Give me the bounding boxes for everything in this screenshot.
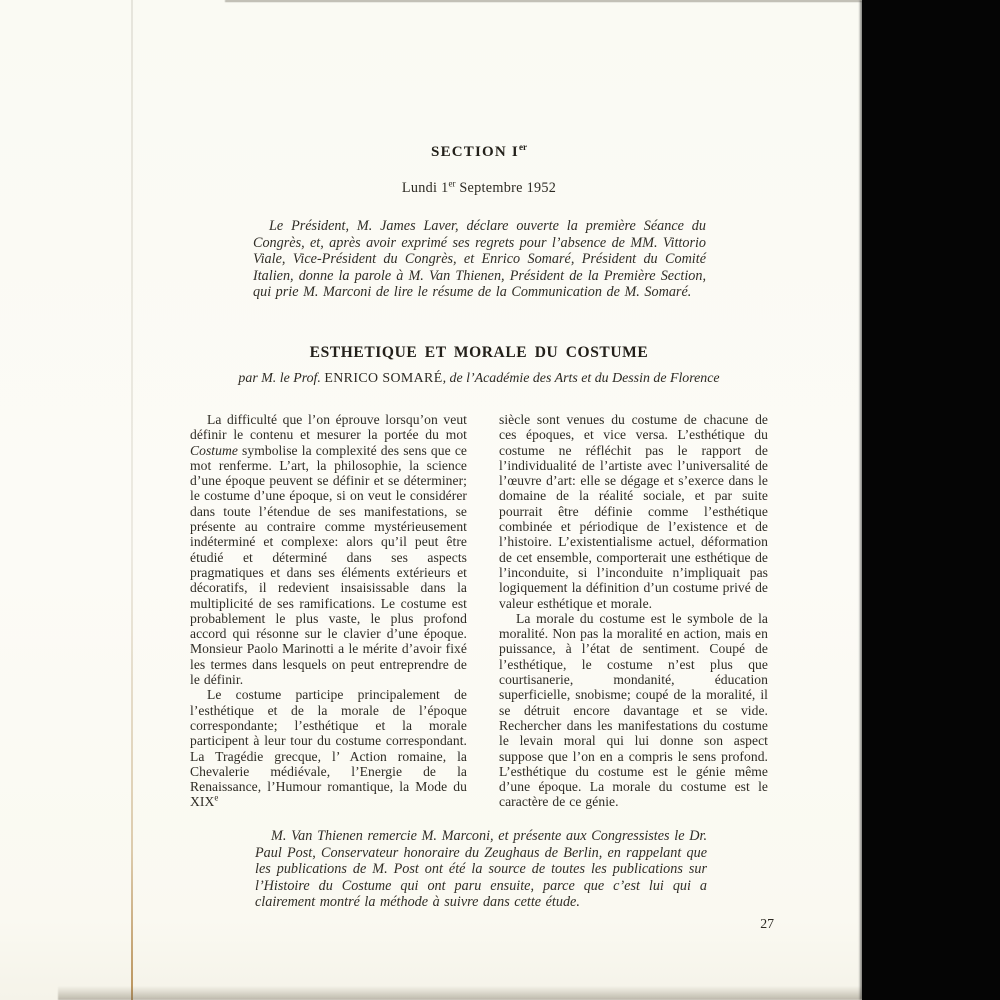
left-column-paragraph: Le costume participe principalement de l’esthétique et de la morale de l’époque correspondante; l’esthétique et la morale participent à leur tour du costume correspondant. La Tragédie grecque, l’ Action romaine, la Chevalerie médiévale, l’Energie de la Renaissance, l’Humour romantique, la Mode du XIXe [190,687,467,810]
article-title: ESTHETIQUE ET MORALE DU COSTUME [309,344,649,361]
scan-black-margin [862,0,1000,1000]
minutes-intro-paragraph: Le Président, M. James Laver, déclare ouverte la première Séance du Congrès, et, après avoir exprimé ses regrets pour l’absence de MM. Vittorio Viale, Vice-Président du Congrès, et Enrico Somaré, Président du Comité Italien, donne la parole à M. Van Thienen, Président de la Première Section, qui prie M. Marconi de lire le résume de la Communication de M. Somaré. [253,218,706,300]
scan-bottom-shadow [58,986,862,1000]
page-number: 27 [760,916,774,931]
byline-prefix: par M. le Prof. [238,371,325,386]
session-date-pre: Lundi 1 [401,180,449,196]
session-date-superscript: er [448,178,456,189]
session-date-post: Septembre 1952 [455,180,557,196]
section-heading-label: SECTION I [431,144,519,160]
minutes-outro-paragraph: M. Van Thienen remercie M. Marconi, et présente aux Congressistes le Dr. Paul Post, Conservateur honoraire du Zeughaus de Berlin, en rappelant que les publications de M. Post ont été la source de toutes les publications sur l’Histoire du Costume qui ont paru ensuite, parce que c’est lui qui a clairement montré la méthode à suivre dans cette étude. [255,828,707,911]
section-heading-superscript: er [518,142,527,152]
scan-top-edge-shadow [225,0,862,2]
session-date [190,180,768,197]
right-column-paragraph: siècle sont venues du costume de chacune de ces époques, et vice versa. L’esthétique du costume ne réfléchit pas le rapport de l’individualité de l’artiste avec l’universalité de l’œuvre d’art: elle se dégage et s’exerce dans le domaine de la réalité sociale, et par suite pourrait être définie comme l’esthétique combinée et périodique de l’existence et de l’histoire. L’existentialisme actuel, déformation de cet ensemble, comporterait une esthétique de l’inconduite, si l’inconduite n’impliquait pas logiquement la définition d’un costume privé de valeur esthétique et morale. [499,412,768,611]
left-column-paragraph: La difficulté que l’on éprouve lorsqu’on veut définir le contenu et mesurer la portée du mot Costume symbolise la complexité des sens que ce mot renferme. L’art, la philosophie, la science d’une époque peuvent se définir et se déterminer; le costume d’une époque, si on veut le considérer dans toute l’étendue de ses manifestations, se présente au contraire comme mystérieusement indéterminé et complexe: alors qu’il peut être étudié et déterminé dans ses aspects pragmatiques et dans ses éléments extérieurs et décoratifs, il redevient insaisissable dans la multiplicité de ses ramifications. Le costume est probablement le plus vaste, le plus profond accord qui résonne sur le clavier d’une époque. Monsieur Paolo Marinotti a le mérite d’avoir fixé les termes dans lesquels on peut entreprendre de le définir. [190,412,467,688]
body-column-left [190,412,467,810]
article-byline [190,371,768,387]
body-column-right [499,412,768,810]
right-column-paragraph: La morale du costume est le symbole de la moralité. Non pas la moralité en action, mais en puissance, à l’état de sentiment. Coupé de l’esthétique, le costume n’est plus que courtisanerie, mondanité, éducation superficielle, snobisme; coupé de la moralité, il se détruit encore davantage et se vide. Rechercher dans les manifestations du costume le levain moral qui lui donne son aspect suppose que l’on en a compris le sens profond. L’esthétique du costume est le génie même d’une époque. La morale du costume est le caractère de ce génie. [499,610,768,810]
byline-author: ENRICO SOMARÉ [324,371,443,386]
section-heading [190,144,768,161]
byline-suffix: , de l’Académie des Arts et du Dessin de Florence [442,371,720,386]
page-fold-line [131,0,133,1000]
